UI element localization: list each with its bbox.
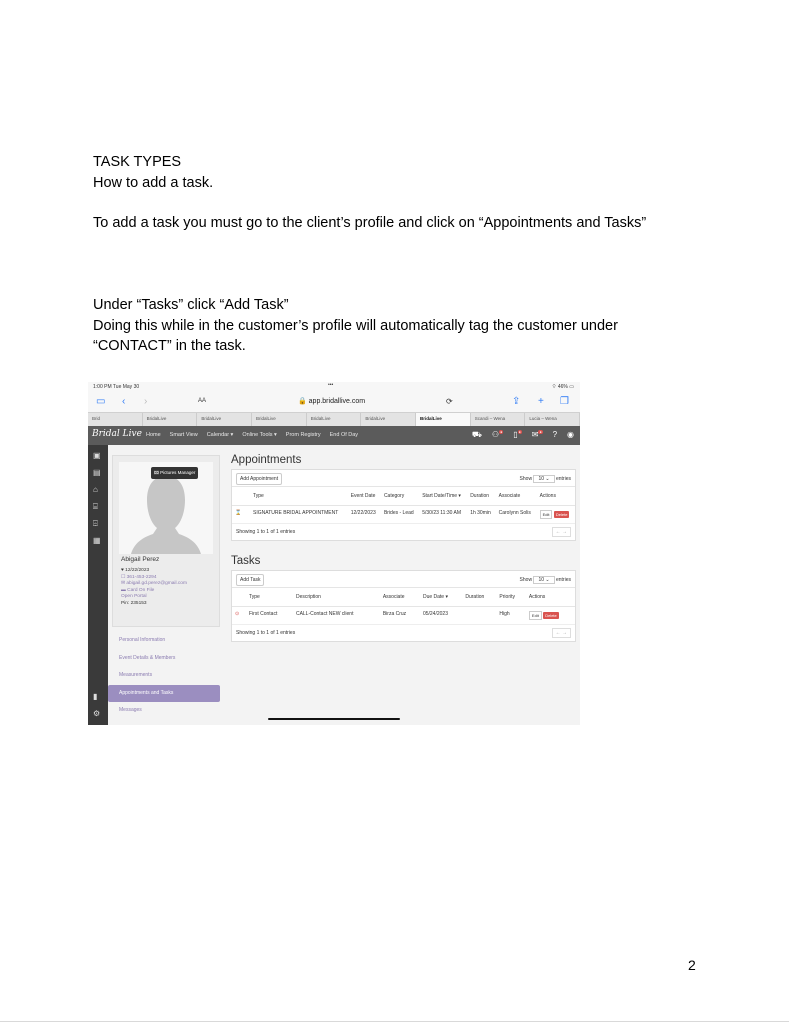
add-appointment-button[interactable]: Add Appointment (236, 473, 282, 485)
tabs-overview-icon[interactable]: ❐ (560, 396, 569, 407)
cell-type: SIGNATURE BRIDAL APPOINTMENT (250, 506, 348, 524)
reader-settings[interactable]: AA (198, 398, 207, 404)
entries-label: entries (555, 577, 571, 583)
calendar-icon[interactable]: ▤ (93, 468, 101, 477)
profile-menu (108, 632, 220, 720)
table-row[interactable] (232, 506, 575, 524)
share-icon[interactable]: ⇪ (512, 396, 521, 407)
nav-home[interactable]: Home (146, 432, 161, 438)
section-subheading: How to add a task. (93, 174, 214, 191)
page-size-control (520, 576, 571, 584)
cell-priority: High (496, 607, 525, 625)
nav-icons (472, 430, 574, 440)
embedded-screenshot (88, 382, 580, 725)
cell-associate: Birza Cruz (380, 607, 420, 625)
cell-associate: Carolynn Solis (496, 506, 537, 524)
hourglass-icon: ⌛ (232, 506, 250, 524)
cell-type: First Contact (246, 607, 293, 625)
card-on-file-link[interactable]: ▬ Card On File (121, 587, 155, 593)
nav-smart-view[interactable]: Smart View (169, 432, 198, 438)
col-associate[interactable]: Associate (496, 487, 537, 506)
page-divider (0, 1021, 789, 1022)
page-size-select[interactable]: 10 ⌄ (533, 475, 554, 483)
battery-indicator: ⌔ 46% ▭ (551, 384, 574, 390)
col-actions: Actions (537, 487, 575, 506)
forward-icon[interactable]: › (144, 396, 148, 407)
col-description[interactable]: Description (293, 588, 380, 607)
nav-calendar[interactable]: Calendar ▾ (206, 432, 234, 438)
appointments-count: Showing 1 to 1 of 1 entries (236, 529, 296, 535)
intro-block (93, 152, 213, 193)
pagination[interactable]: ← → (552, 527, 571, 537)
cell-actions (537, 506, 575, 524)
client-name: Abigail Perez (121, 556, 160, 563)
table-row[interactable] (232, 607, 575, 625)
page-size-select[interactable]: 10 ⌄ (533, 576, 554, 584)
delete-button[interactable]: Delete (545, 613, 557, 618)
col-type[interactable]: Type (246, 588, 293, 607)
section-heading: TASK TYPES (93, 154, 182, 170)
help-icon[interactable]: ? (552, 430, 558, 439)
reload-icon[interactable]: ⟳ (446, 397, 453, 406)
nav-prom-registry[interactable]: Prom Registry (285, 432, 321, 438)
register-icon[interactable]: ⛟ (471, 430, 482, 439)
tasks-count: Showing 1 to 1 of 1 entries (236, 630, 296, 636)
ios-status-bar (88, 382, 580, 392)
back-icon[interactable]: ‹ (122, 396, 126, 407)
col-priority[interactable]: Priority (496, 588, 525, 607)
col-associate[interactable]: Associate (380, 588, 420, 607)
register-icon[interactable]: ⌹ (93, 519, 98, 528)
browser-tab[interactable]: BridalLive (361, 413, 416, 427)
cell-category: Brides - Lead (381, 506, 419, 524)
menu-measurements[interactable]: Measurements (119, 672, 153, 678)
col-start[interactable]: Start Date/Time ▾ (419, 487, 467, 506)
show-label: Show (519, 476, 533, 482)
phone-link[interactable]: ☐ 361-453-2294 (121, 574, 157, 580)
main-nav (146, 432, 358, 438)
pagination[interactable]: ← → (552, 628, 571, 638)
browser-tab-strip (88, 412, 580, 427)
delete-button[interactable]: Delete (555, 512, 568, 517)
status-time: 1:00 PM Tue May 30 (93, 384, 140, 390)
browser-tab[interactable]: Scandi – Wena (471, 413, 526, 427)
task-status-icon: ⊙ (232, 607, 246, 625)
browser-tab[interactable]: Brid (88, 413, 143, 427)
left-icon-bar (88, 445, 108, 725)
col-duration[interactable]: Duration (462, 588, 496, 607)
col-due-date[interactable]: Due Date ▾ (420, 588, 462, 607)
browser-tab[interactable]: BridalLive (252, 413, 307, 427)
col-duration[interactable]: Duration (467, 487, 495, 506)
app-navbar (88, 426, 580, 445)
edit-button[interactable]: Edit (529, 611, 542, 620)
edit-button[interactable]: Edit (540, 510, 553, 519)
mobile-icon[interactable]: ▯● (513, 430, 521, 439)
ios-home-indicator (268, 718, 400, 720)
col-event-date[interactable]: Event Date (348, 487, 381, 506)
page-size-control (520, 475, 571, 483)
user-avatar[interactable]: ◉ (567, 430, 574, 439)
appointments-table (232, 486, 575, 524)
add-task-button[interactable]: Add Task (236, 574, 264, 586)
menu-event-details[interactable]: Event Details & Members (119, 654, 176, 661)
bridallive-logo[interactable]: Bridal Live (92, 429, 142, 439)
dashboard-icon[interactable]: ▣ (93, 451, 101, 460)
pin-value: Pin: 235153 (121, 600, 147, 606)
main-content (231, 454, 576, 642)
reports-icon[interactable]: ▮ (93, 692, 98, 701)
col-category[interactable]: Category (381, 487, 419, 506)
browser-tab[interactable]: BridalLive (307, 413, 362, 427)
pictures-manager-button[interactable]: 🖾 Pictures Manager (151, 467, 198, 479)
people-icon[interactable]: ⚇● (491, 430, 503, 439)
instruction-paragraph-2 (93, 295, 618, 357)
menu-messages[interactable]: Messages (119, 707, 142, 713)
nav-online-tools[interactable]: Online Tools ▾ (242, 432, 277, 438)
instruction-paragraph-1: To add a task you must go to the client’s profile and click on “Appointments and Tasks” (93, 215, 647, 231)
store-icon[interactable]: ⌸ (93, 502, 98, 511)
paragraph-line: Under “Tasks” click “Add Task” (93, 297, 289, 313)
menu-personal-information[interactable]: Personal Information (119, 637, 166, 643)
address-bar[interactable]: 🔒 app.bridallive.com (298, 398, 366, 405)
page-number: 2 (688, 957, 696, 973)
cell-actions (526, 607, 575, 625)
profile-card (112, 455, 220, 627)
tasks-table (232, 587, 575, 625)
box-icon[interactable]: ▦ (93, 536, 101, 545)
cell-duration (462, 607, 496, 625)
chat-icon[interactable]: ✉● (531, 430, 542, 439)
cell-start: 5/30/23 11:30 AM (419, 506, 467, 524)
cell-due-date: 05/24/2023 (420, 607, 462, 625)
entries-label: entries (555, 476, 571, 482)
col-actions: Actions (526, 588, 575, 607)
nav-end-of-day[interactable]: End Of Day (329, 432, 359, 438)
browser-tab[interactable]: Lucia – Wena (525, 413, 580, 427)
col-type[interactable]: Type (250, 487, 348, 506)
browser-toolbar (88, 392, 580, 412)
new-tab-icon[interactable]: + (538, 396, 544, 407)
tasks-title: Tasks (231, 555, 261, 567)
cell-event-date: 12/22/2023 (348, 506, 381, 524)
show-label: Show (519, 577, 533, 583)
status-dots: ••• (328, 382, 334, 388)
browser-tab[interactable]: BridalLive (143, 413, 198, 427)
menu-appointments-and-tasks[interactable]: Appointments and Tasks (108, 685, 220, 703)
browser-tab-active[interactable]: BridalLive (416, 413, 471, 427)
open-portal-link[interactable]: Open Portal (121, 594, 147, 600)
paragraph-line: Doing this while in the customer’s profile will automatically tag the customer under (93, 317, 618, 334)
sidebar-toggle-icon[interactable]: ▭ (96, 396, 106, 407)
appointments-title: Appointments (231, 454, 302, 466)
browser-tab[interactable]: BridalLive (197, 413, 252, 427)
cell-description: CALL-Contact NEW client (293, 607, 380, 625)
cell-duration: 1h 30min (467, 506, 495, 524)
email-link[interactable]: ✉ abigail.gd.perez@gmail.com (121, 581, 187, 587)
gear-icon[interactable]: ⚙ (93, 709, 101, 718)
event-date: ♥ 12/22/2023 (121, 568, 150, 573)
tasks-panel (231, 570, 576, 642)
hanger-icon[interactable]: ⌂ (93, 485, 98, 494)
client-details (121, 568, 187, 608)
appointments-panel (231, 469, 576, 541)
paragraph-line: “CONTACT” in the task. (93, 338, 246, 354)
